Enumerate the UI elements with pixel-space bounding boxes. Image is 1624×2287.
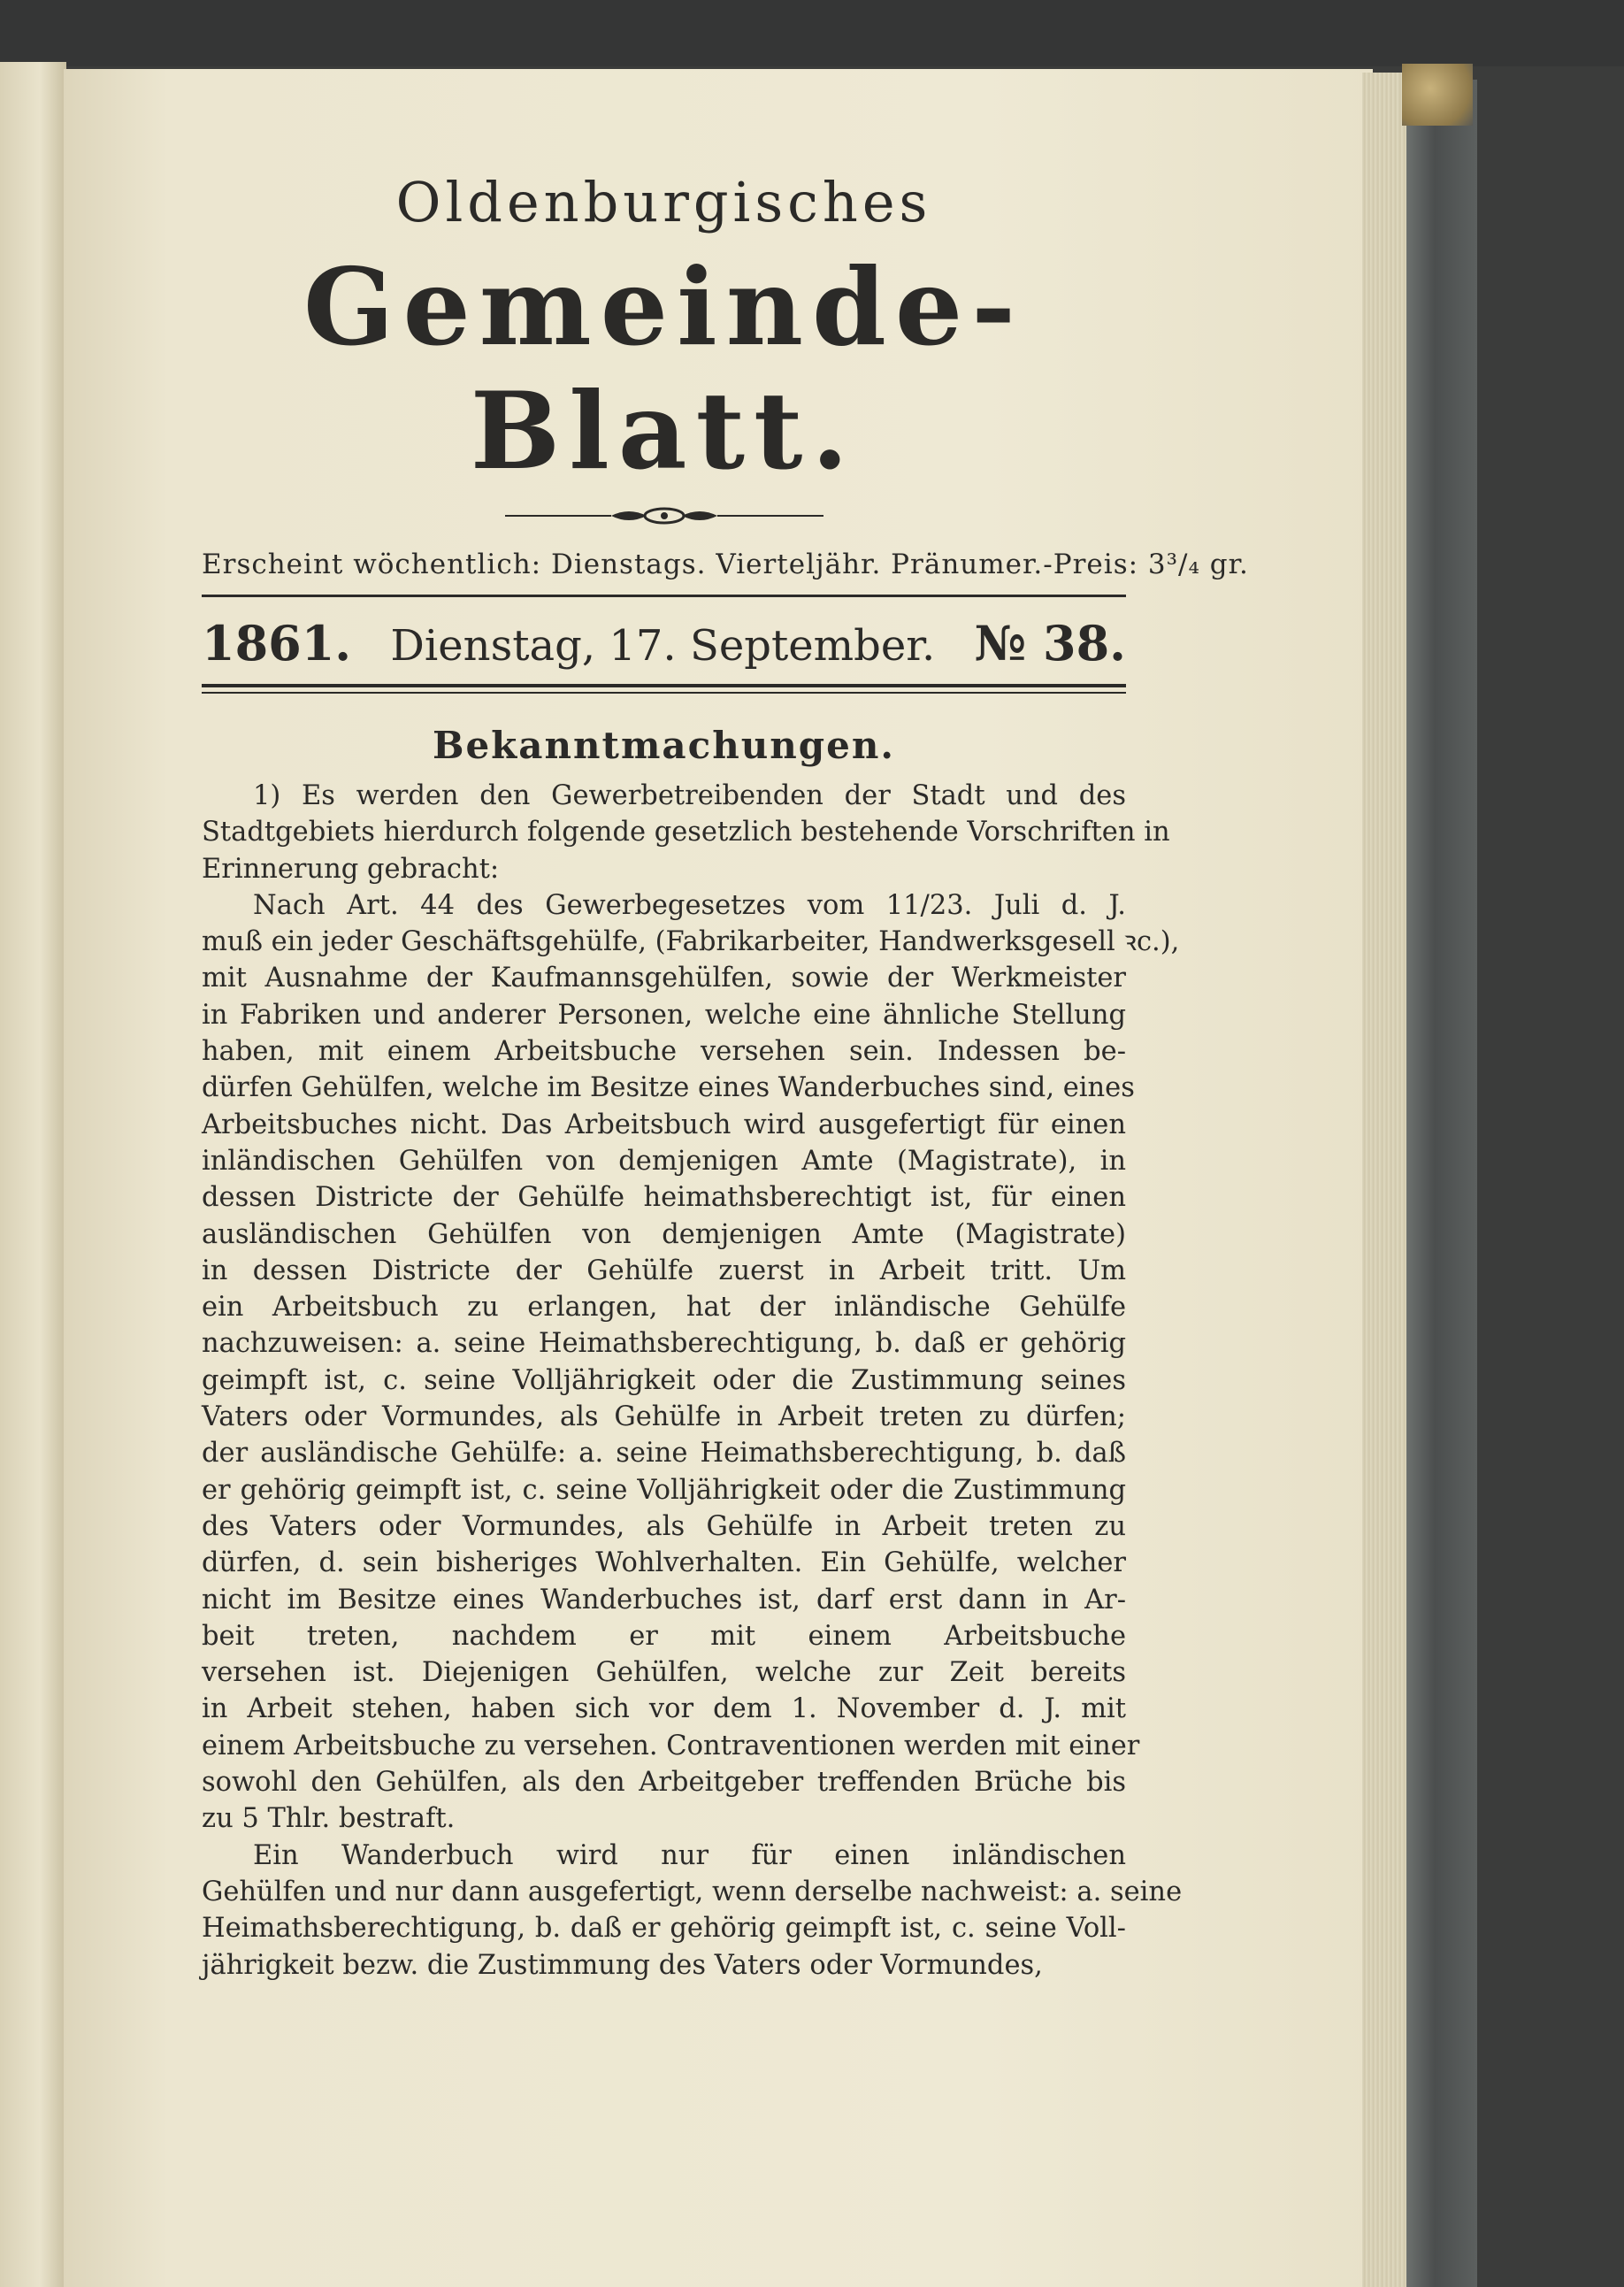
text-line: in dessen Districte der Gehülfe zuerst in Arbeit tritt. Um xyxy=(202,1255,1126,1286)
text-line: er gehörig geimpft ist, c. seine Volljährigkeit oder die Zustimmung xyxy=(202,1474,1126,1506)
scan-background xyxy=(0,0,1624,66)
book-spine xyxy=(1406,80,1477,2287)
page-stack-edges xyxy=(1362,73,1406,2287)
ornament-flourish-icon xyxy=(505,503,823,529)
text-line: mit Ausnahme der Kaufmannsgehülfen, sowie der Werkmeister xyxy=(202,963,1126,994)
dateline xyxy=(202,615,1126,672)
paragraph xyxy=(202,887,1180,1838)
text-line: ein Arbeitsbuch zu erlangen, hat der inländische Gehülfe xyxy=(202,1292,1126,1324)
text-line: inländischen Gehülfen von demjenigen Amte (Magistrate), in xyxy=(202,1145,1126,1177)
text-line: dessen Districte der Gehülfe heimathsberechtigt ist, für einen xyxy=(202,1182,1126,1214)
text-line: Stadtgebiets hierdurch folgende gesetzlich bestehende Vorschriften in xyxy=(202,817,1170,848)
text-line: nicht im Besitze eines Wanderbuches ist, darf erst dann in Ar- xyxy=(202,1584,1126,1615)
text-line: ausländischen Gehülfen von demjenigen Amte (Magistrate) xyxy=(202,1218,1126,1250)
text-line: jährigkeit bezw. die Zustimmung des Vaters oder Vormundes, xyxy=(202,1949,1043,1981)
text-line: muß ein jeder Geschäftsgehülfe, (Fabrikarbeiter, Handwerksgesell ꝛc.), xyxy=(202,926,1180,958)
text-line: in Arbeit stehen, haben sich vor dem 1. November d. J. mit xyxy=(202,1693,1126,1725)
page-content xyxy=(202,168,1249,1984)
text-line: versehen ist. Diejenigen Gehülfen, welche zur Zeit bereits xyxy=(202,1657,1126,1689)
text-line: haben, mit einem Arbeitsbuche versehen sein. Indessen be- xyxy=(202,1036,1126,1068)
ornament-divider xyxy=(202,503,1126,529)
text-line: Nach Art. 44 des Gewerbegesetzes vom 11/23. Juli d. J. xyxy=(253,889,1126,921)
paragraph xyxy=(202,778,1170,887)
text-line: Ein Wanderbuch wird nur für einen inländischen xyxy=(253,1839,1126,1871)
divider-rule-thin xyxy=(202,692,1126,694)
text-line: Erinnerung gebracht: xyxy=(202,853,500,885)
text-line: der ausländische Gehülfe: a. seine Heimathsberechtigung, b. daß xyxy=(202,1438,1126,1470)
text-line: sowohl den Gehülfen, als den Arbeitgeber treffenden Brüche bis xyxy=(202,1767,1126,1799)
text-line: einem Arbeitsbuche zu versehen. Contraventionen werden mit einer xyxy=(202,1730,1140,1761)
text-line: nachzuweisen: a. seine Heimathsberechtigung, b. daß er gehörig xyxy=(202,1328,1126,1360)
left-page-edge xyxy=(0,62,66,2287)
text-line: Gehülfen und nur dann ausgefertigt, wenn derselbe nachweist: a. seine xyxy=(202,1876,1183,1907)
text-line: Heimathsberechtigung, b. daß er gehörig geimpft ist, c. seine Voll- xyxy=(202,1913,1126,1945)
text-line: geimpft ist, c. seine Volljährigkeit oder die Zustimmung seines xyxy=(202,1364,1126,1396)
text-line: in Fabriken und anderer Personen, welche eine ähnliche Stellung xyxy=(202,999,1126,1031)
text-line: dürfen, d. sein bisheriges Wohlverhalten. Ein Gehülfe, welcher xyxy=(202,1547,1126,1579)
masthead-subtitle: Oldenburgisches xyxy=(395,170,932,234)
text-line: zu 5 Thlr. bestraft. xyxy=(202,1803,456,1835)
text-line: des Vaters oder Vormundes, als Gehülfe in Arbeit treten zu xyxy=(202,1510,1126,1542)
issue-number: № 38. xyxy=(974,615,1126,672)
divider-rule-thick xyxy=(202,684,1126,687)
article-body xyxy=(202,778,1183,1984)
issue-date: Dienstag, 17. September. xyxy=(390,621,936,671)
text-line: beit treten, nachdem er mit einem Arbeitsbuche xyxy=(202,1620,1126,1652)
publication-info: Erscheint wöchentlich: Dienstags. Vierteljähr. Pränumer.-Preis: 3³/₄ gr. xyxy=(202,549,1249,580)
masthead-title: Gemeinde-Blatt. xyxy=(303,245,1025,494)
paragraph xyxy=(202,1838,1183,1984)
text-line: 1) Es werden den Gewerbetreibenden der Stadt und des xyxy=(253,780,1126,811)
text-line: dürfen Gehülfen, welche im Besitze eines Wanderbuches sind, eines xyxy=(202,1072,1135,1104)
spine-corner xyxy=(1402,64,1473,126)
text-line: Arbeitsbuches nicht. Das Arbeitsbuch wird ausgefertigt für einen xyxy=(202,1109,1126,1140)
divider-rule xyxy=(202,595,1126,597)
issue-year: 1861. xyxy=(202,615,352,672)
text-line: Vaters oder Vormundes, als Gehülfe in Arbeit treten zu dürfen; xyxy=(202,1401,1126,1433)
section-heading: Bekanntmachungen. xyxy=(432,724,896,767)
